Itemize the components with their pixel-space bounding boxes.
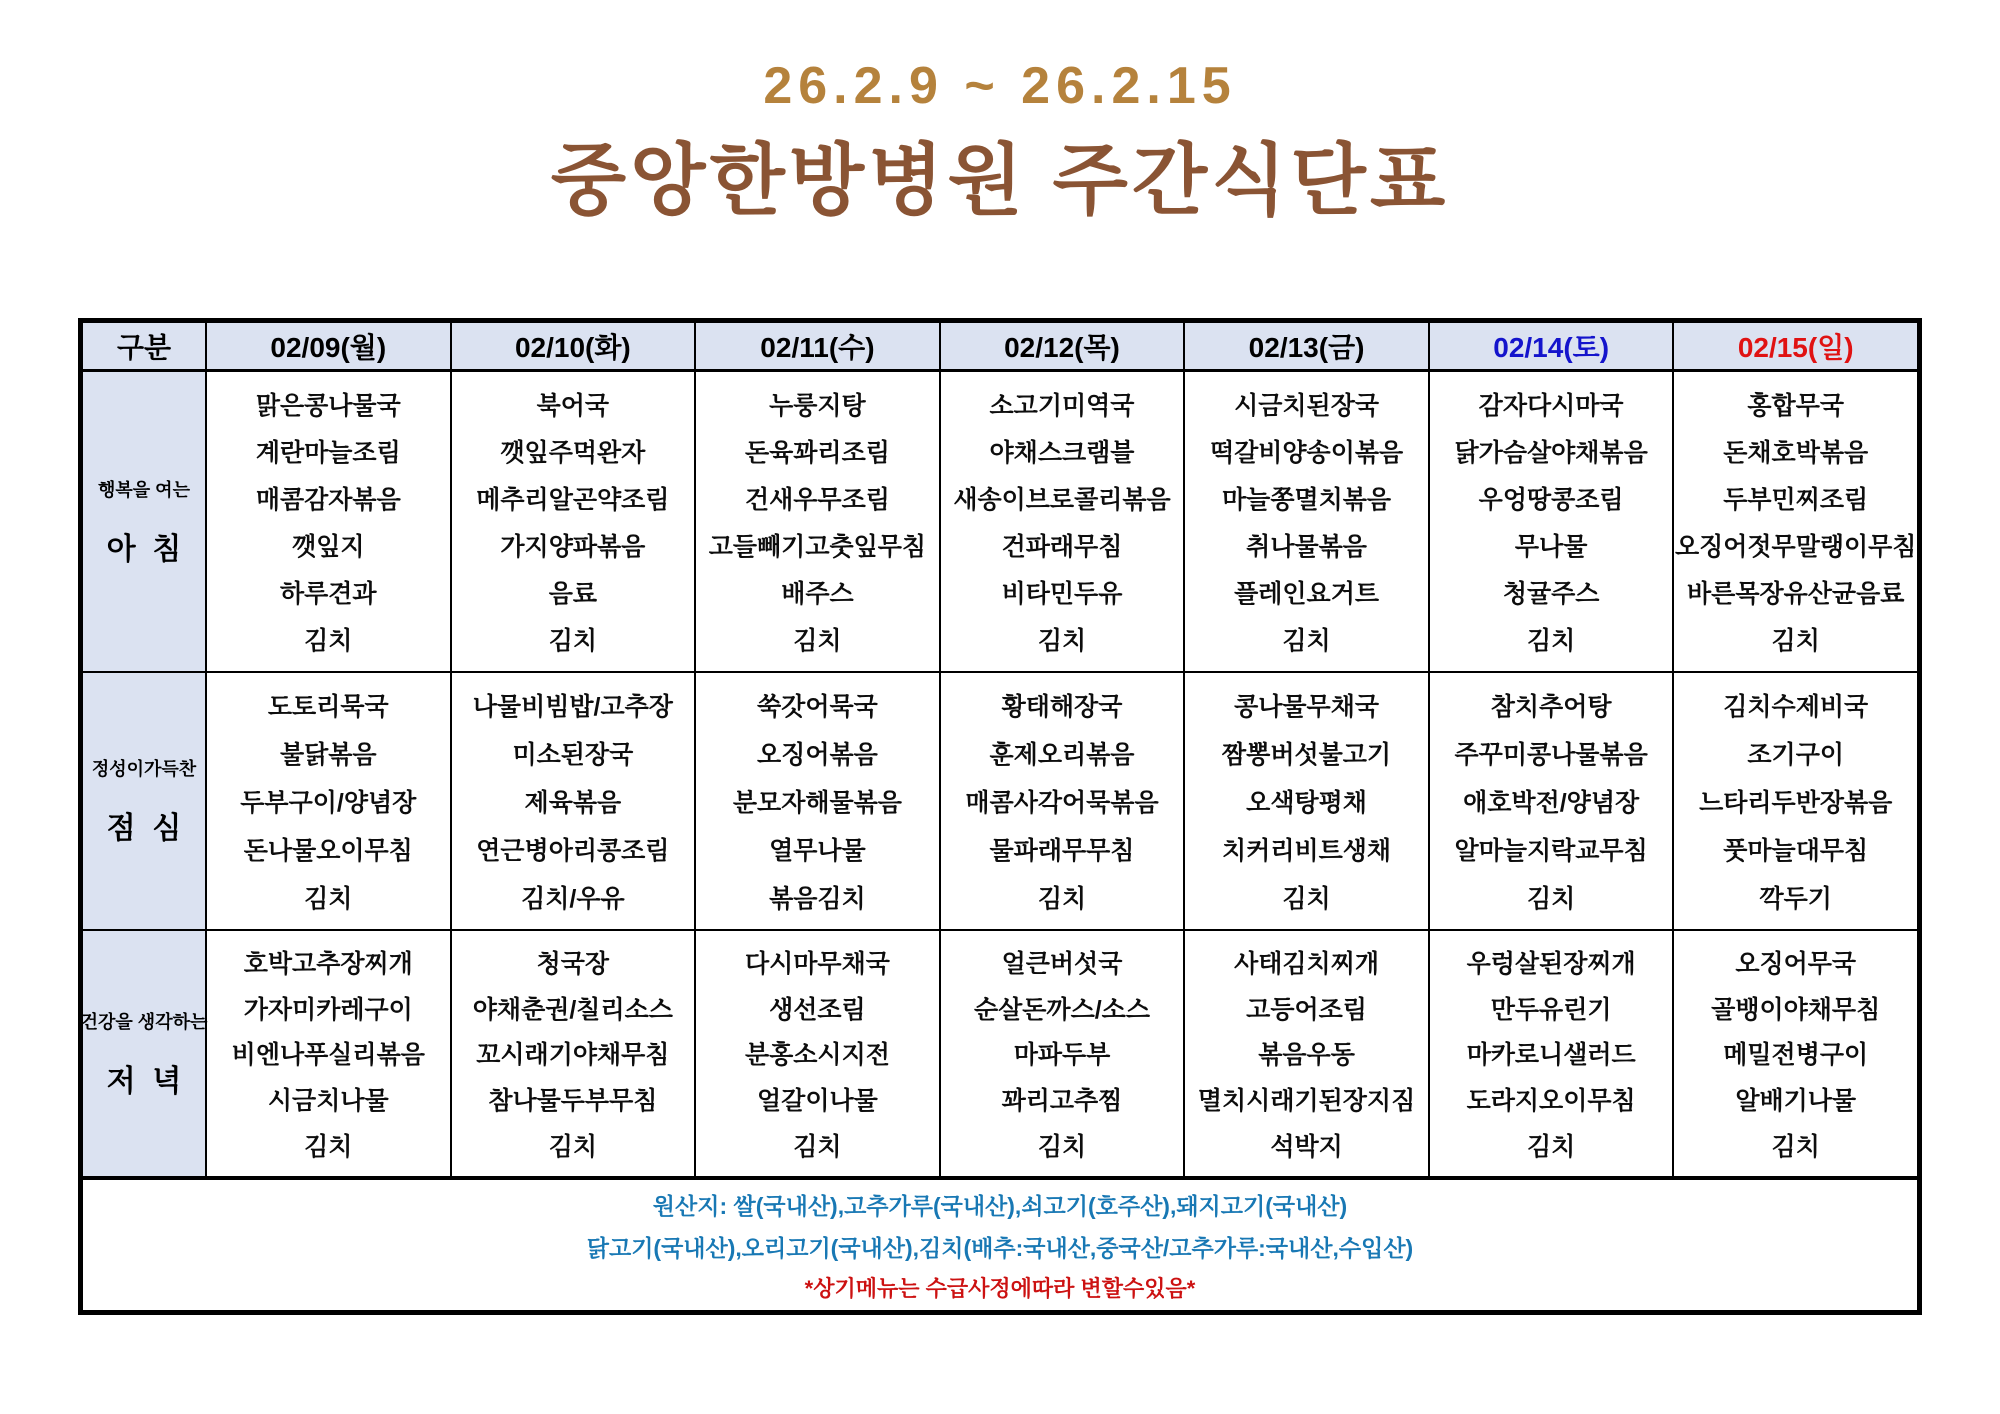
menu-item: 건새우무조림 <box>744 485 890 514</box>
menu-item: 깍두기 <box>1759 885 1832 913</box>
day-header: 02/10(화) <box>450 323 695 369</box>
menu-item: 돈나물오이무침 <box>243 837 413 865</box>
menu-cell <box>694 931 939 1176</box>
menu-item: 느타리두반장볶음 <box>1699 789 1893 817</box>
menu-item: 김치/우유 <box>521 885 625 913</box>
menu-cell <box>939 931 1184 1176</box>
menu-item: 청국장 <box>536 949 610 978</box>
header-row <box>83 323 1917 369</box>
menu-cell <box>694 673 939 929</box>
menu-item: 두부민찌조림 <box>1723 485 1869 514</box>
menu-cell <box>1672 931 1917 1176</box>
menu-item: 짬뽕버섯불고기 <box>1222 741 1392 769</box>
menu-item: 홍합무국 <box>1747 391 1844 420</box>
menu-item: 취나물볶음 <box>1246 533 1367 562</box>
menu-item: 생선조림 <box>769 995 866 1024</box>
menu-item: 도토리묵국 <box>267 693 389 721</box>
menu-item: 하루견과 <box>279 580 377 609</box>
menu-item: 분모자해물볶음 <box>732 789 902 817</box>
date-range-title: 26.2.9 ~ 26.2.15 <box>763 57 1237 115</box>
menu-item: 김치 <box>548 1133 597 1162</box>
menu-item: 김치 <box>1037 627 1087 656</box>
menu-cell <box>450 931 695 1176</box>
menu-item: 우렁살된장찌개 <box>1466 949 1636 978</box>
menu-item: 볶음우동 <box>1258 1041 1355 1070</box>
menu-item: 메추리알곤약조림 <box>476 485 670 514</box>
menu-item: 계란마늘조림 <box>255 438 401 467</box>
menu-item: 마늘쫑멸치볶음 <box>1222 485 1392 514</box>
menu-item: 음료 <box>548 580 597 609</box>
menu-item: 무나물 <box>1514 533 1588 562</box>
menu-item: 미소된장국 <box>512 741 634 769</box>
menu-item: 물파래무무침 <box>989 837 1135 865</box>
menu-cell <box>939 673 1184 929</box>
menu-item: 김치 <box>1037 885 1087 913</box>
menu-item: 주꾸미콩나물볶음 <box>1454 741 1648 769</box>
lunch-label-cell <box>83 673 205 929</box>
menu-item: 새송이브로콜리볶음 <box>953 485 1171 514</box>
page-title: 중앙한방병원 주간식단표 <box>550 136 1450 224</box>
menu-item: 떡갈비양송이볶음 <box>1209 438 1404 467</box>
weekly-menu-table <box>78 318 1922 1315</box>
menu-item: 얼갈이나물 <box>757 1087 878 1116</box>
day-header: 02/11(수) <box>694 323 939 369</box>
menu-cell <box>1428 372 1673 671</box>
menu-cell <box>205 673 450 929</box>
menu-item: 매콤감자볶음 <box>255 485 401 514</box>
menu-item: 김치 <box>304 1133 353 1162</box>
menu-item: 마파두부 <box>1013 1041 1111 1070</box>
menu-item: 맑은콩나물국 <box>255 391 401 420</box>
menu-cell <box>1672 372 1917 671</box>
menu-item: 북어국 <box>536 391 610 420</box>
menu-item: 볶음김치 <box>769 885 866 913</box>
menu-item: 호박고추장찌개 <box>243 949 413 978</box>
menu-item: 소고기미역국 <box>989 391 1135 420</box>
menu-item: 석박지 <box>1270 1133 1343 1162</box>
menu-cell <box>450 372 695 671</box>
menu-item: 시금치된장국 <box>1234 391 1380 420</box>
menu-item: 고등어조림 <box>1246 995 1367 1024</box>
day-header: 02/15(일) <box>1672 323 1917 369</box>
menu-item: 매콤사각어묵볶음 <box>965 789 1159 817</box>
menu-cell <box>1428 673 1673 929</box>
menu-cell <box>939 372 1184 671</box>
menu-cell <box>1672 673 1917 929</box>
menu-item: 김치 <box>304 885 353 913</box>
menu-item: 풋마늘대무침 <box>1723 837 1869 865</box>
menu-cell <box>1183 372 1428 671</box>
dinner-label-cell <box>80 931 208 1176</box>
menu-item: 김치 <box>1282 627 1331 656</box>
menu-item: 치커리비트생채 <box>1222 837 1392 865</box>
menu-item: 골뱅이야채무침 <box>1711 995 1881 1024</box>
menu-item: 순살돈까스/소스 <box>973 995 1150 1024</box>
menu-item: 누룽지탕 <box>769 391 866 420</box>
menu-item: 불닭볶음 <box>279 741 377 769</box>
menu-item: 김치 <box>1037 1133 1087 1162</box>
menu-item: 오징어볶음 <box>757 741 878 769</box>
menu-item: 알마늘지락교무침 <box>1454 837 1648 865</box>
menu-item: 가자미카레구이 <box>243 995 413 1024</box>
menu-item: 참치추어탕 <box>1490 693 1612 721</box>
menu-item: 닭가슴살야채볶음 <box>1454 438 1648 467</box>
menu-item: 만두유린기 <box>1490 995 1612 1024</box>
menu-item: 황태해장국 <box>1001 693 1123 721</box>
menu-cell <box>1183 673 1428 929</box>
menu-item: 김치 <box>1526 1133 1576 1162</box>
corner-cell: 구분 <box>83 323 205 369</box>
breakfast-row <box>83 369 1917 671</box>
menu-item: 깻잎주먹완자 <box>500 438 646 467</box>
dinner-row <box>80 929 1917 1176</box>
day-header: 02/12(목) <box>939 323 1184 369</box>
menu-item: 감자다시마국 <box>1478 391 1624 420</box>
origin-line-2: 닭고기(국내산),오리고기(국내산),김치(배추:국내산,중국산/고추가루:국내산,수입산) <box>586 1234 1414 1261</box>
menu-item: 플레인요거트 <box>1234 580 1380 609</box>
lunch-tagline: 정성이가득찬 <box>91 759 197 779</box>
menu-item: 건파래무침 <box>1001 533 1123 562</box>
menu-item: 야채스크램블 <box>989 438 1135 467</box>
menu-item: 고들빼기고춧잎무침 <box>708 533 927 562</box>
menu-item: 얼큰버섯국 <box>1001 949 1123 978</box>
menu-cell <box>450 673 695 929</box>
menu-item: 두부구이/양념장 <box>240 789 417 817</box>
menu-item: 조기구이 <box>1747 741 1844 769</box>
menu-item: 김치 <box>1526 885 1576 913</box>
menu-item: 돈육꽈리조림 <box>744 438 890 467</box>
menu-cell <box>1428 931 1673 1176</box>
day-header: 02/09(월) <box>205 323 450 369</box>
day-header: 02/13(금) <box>1183 323 1428 369</box>
menu-item: 마카로니샐러드 <box>1466 1041 1636 1070</box>
menu-item: 김치 <box>1771 627 1820 656</box>
menu-item: 바른목장유산균음료 <box>1687 580 1905 609</box>
menu-cell <box>694 372 939 671</box>
menu-item: 김치수제비국 <box>1723 693 1869 721</box>
origin-line-1: 원산지: 쌀(국내산),고추가루(국내산),쇠고기(호주산),돼지고기(국내산) <box>652 1192 1348 1219</box>
lunch-row <box>83 671 1917 929</box>
menu-item: 열무나물 <box>769 837 866 865</box>
menu-item: 도라지오이무침 <box>1466 1087 1636 1116</box>
menu-item: 오징어젓무말랭이무침 <box>1674 533 1917 562</box>
menu-item: 멸치시래기된장지짐 <box>1197 1087 1416 1116</box>
menu-item: 가지양파볶음 <box>500 533 646 562</box>
menu-item: 김치 <box>1282 885 1331 913</box>
breakfast-label-cell <box>83 372 205 671</box>
menu-item: 김치 <box>793 627 842 656</box>
menu-item: 제육볶음 <box>524 789 622 817</box>
menu-item: 비엔나푸실리볶음 <box>231 1041 425 1070</box>
breakfast-name: 아 침 <box>106 532 182 566</box>
menu-item: 깻잎지 <box>292 533 365 562</box>
menu-item: 다시마무채국 <box>744 949 890 978</box>
menu-item: 오색탕평채 <box>1246 789 1367 817</box>
menu-cell <box>1183 931 1428 1176</box>
menu-item: 메밀전병구이 <box>1723 1041 1869 1070</box>
dinner-name: 저 녁 <box>106 1064 182 1098</box>
menu-item: 훈제오리볶음 <box>989 741 1135 769</box>
day-header: 02/14(토) <box>1428 323 1673 369</box>
menu-item: 김치 <box>548 627 597 656</box>
menu-item: 꼬시래기야채무침 <box>476 1041 670 1070</box>
menu-item: 알배기나물 <box>1735 1087 1857 1116</box>
menu-item: 애호박전/양념장 <box>1463 789 1640 817</box>
menu-item: 배주스 <box>781 580 854 609</box>
footer-row <box>83 1176 1917 1310</box>
breakfast-tagline: 행복을 여는 <box>98 479 190 500</box>
menu-cell <box>205 931 450 1176</box>
menu-item: 콩나물무채국 <box>1234 693 1380 721</box>
menu-item: 김치 <box>304 627 353 656</box>
menu-item: 시금치나물 <box>267 1087 389 1116</box>
menu-item: 분홍소시지전 <box>744 1041 890 1070</box>
menu-cell <box>205 372 450 671</box>
menu-item: 연근병아리콩조림 <box>476 837 670 865</box>
menu-item: 청귤주스 <box>1502 580 1600 609</box>
menu-change-notice: *상기메뉴는 수급사정에따라 변할수있음* <box>804 1275 1196 1301</box>
menu-item: 쑥갓어묵국 <box>757 693 878 721</box>
menu-item: 김치 <box>1771 1133 1820 1162</box>
menu-item: 김치 <box>1526 627 1576 656</box>
menu-item: 참나물두부무침 <box>488 1087 658 1116</box>
menu-item: 꽈리고추찜 <box>1001 1087 1123 1116</box>
lunch-name: 점 심 <box>106 812 182 845</box>
dinner-tagline: 건강을 생각하는 <box>80 1011 208 1032</box>
menu-item: 야채춘권/칠리소스 <box>472 995 673 1024</box>
menu-item: 우엉땅콩조림 <box>1478 485 1624 514</box>
menu-item: 사태김치찌개 <box>1234 949 1380 978</box>
menu-item: 오징어무국 <box>1735 949 1857 978</box>
menu-item: 나물비빔밥/고추장 <box>472 693 673 721</box>
menu-item: 비타민두유 <box>1001 580 1123 609</box>
menu-item: 돈채호박볶음 <box>1723 438 1869 467</box>
menu-item: 김치 <box>793 1133 842 1162</box>
